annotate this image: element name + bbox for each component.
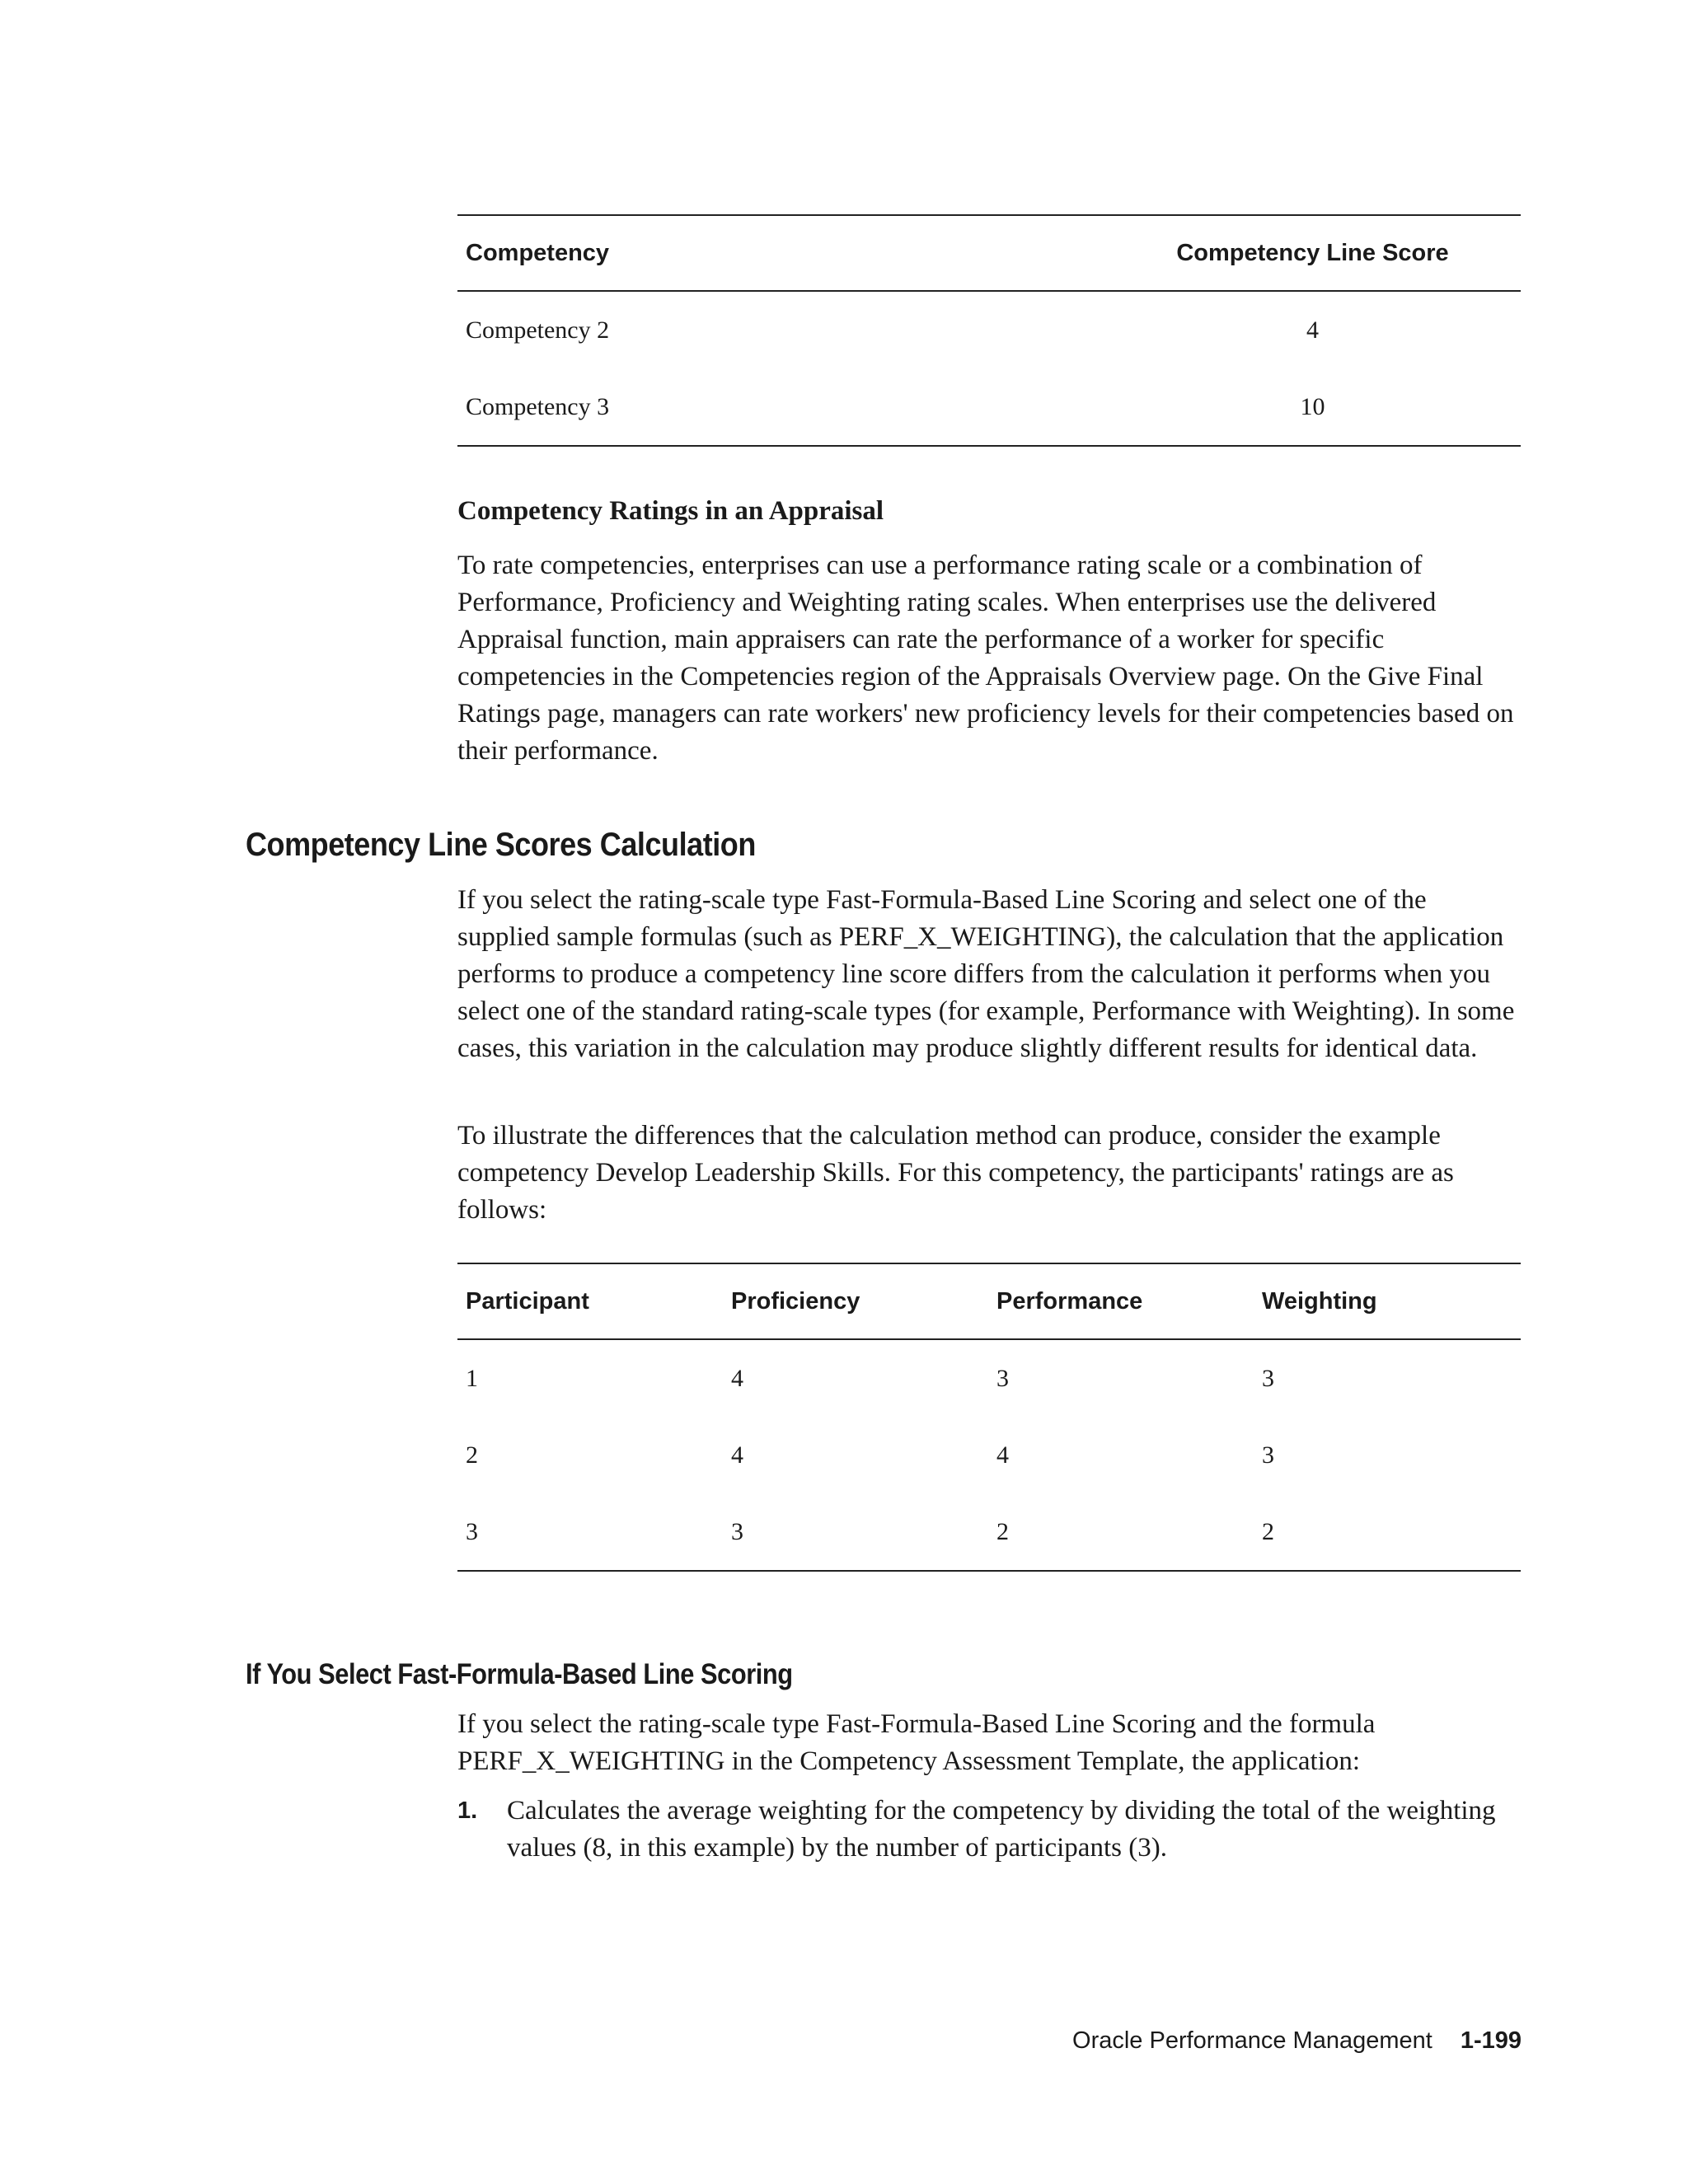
table-cell: 2: [466, 1441, 478, 1469]
table-cell: Competency 3: [466, 392, 610, 420]
competency-score-table: [457, 214, 1521, 447]
table-cell: 3: [1262, 1364, 1274, 1392]
table-header-row: [457, 1263, 1521, 1339]
competency-score-table-wrapper: [457, 214, 1521, 447]
section-paragraph-2: To illustrate the differences that the calculation method can produce, consider the example competency Develop Leadership Skills. For this competency, the participants' ratings are as follows:: [457, 1121, 1454, 1225]
table-cell: 3: [466, 1517, 478, 1545]
page-footer: [1072, 2027, 1522, 2055]
table-row: [457, 1493, 1521, 1571]
table-cell: 10: [1300, 392, 1325, 420]
list-item-number: 1.: [457, 1797, 478, 1824]
column-header-performance: Performance: [996, 1287, 1143, 1315]
ratings-paragraph-wrapper: [457, 547, 1521, 770]
table-cell: 4: [996, 1441, 1009, 1469]
section-paragraph-1-wrapper: [457, 882, 1521, 1067]
table-cell: 1: [466, 1364, 478, 1392]
table-cell: 4: [731, 1364, 743, 1392]
table-cell: 2: [996, 1517, 1009, 1545]
table-header-row: [457, 215, 1521, 291]
subsection-paragraph-wrapper: [457, 1706, 1521, 1780]
table-cell: 4: [1306, 316, 1319, 344]
subsection-heading: If You Select Fast-Formula-Based Line Scoring: [246, 1658, 793, 1690]
column-header-proficiency: Proficiency: [731, 1287, 860, 1315]
table-row: [457, 1417, 1521, 1493]
table-cell: 3: [731, 1517, 743, 1545]
list-item-text: Calculates the average weighting for the competency by dividing the total of the weighting values (8, in this example) by the number of participants (3).: [507, 1796, 1496, 1863]
column-header-line-score: Competency Line Score: [1176, 239, 1449, 266]
table-row: [457, 291, 1521, 368]
table-cell: Competency 2: [466, 316, 610, 344]
table-row: [457, 1339, 1521, 1417]
subsection-paragraph: If you select the rating-scale type Fast-Formula-Based Line Scoring and the formula PERF_X_WEIGHTING in the Competency Assessment Template, the application:: [457, 1709, 1376, 1776]
table-cell: 3: [1262, 1441, 1274, 1469]
participant-ratings-table: [457, 1263, 1521, 1572]
section-paragraph-1: If you select the rating-scale type Fast-Formula-Based Line Scoring and select one of the supplied sample formulas (such as PERF_X_WEIGHTING), the calculation that the application performs to produce a competency line score differs from the calculation it performs when you select one of the standard rating-scale types (for example, Performance with Weighting). In some cases, this variation in the calculation may produce slightly different results for identical data.: [457, 885, 1515, 1063]
column-header-participant: Participant: [466, 1287, 589, 1315]
column-header-competency: Competency: [466, 239, 610, 266]
table-row: [457, 368, 1521, 446]
table-cell: 4: [731, 1441, 743, 1469]
ratings-subheading: Competency Ratings in an Appraisal: [457, 496, 884, 526]
section-heading: Competency Line Scores Calculation: [246, 827, 756, 863]
table-cell: 3: [996, 1364, 1009, 1392]
table-cell: 2: [1262, 1517, 1274, 1545]
list-item: [457, 1793, 1521, 1867]
footer-title: Oracle Performance Management: [1072, 2027, 1432, 2054]
page-number: 1-199: [1460, 2027, 1522, 2054]
section-paragraph-2-wrapper: [457, 1118, 1521, 1229]
participant-ratings-table-wrapper: [457, 1263, 1521, 1572]
column-header-weighting: Weighting: [1262, 1287, 1377, 1315]
ratings-paragraph: To rate competencies, enterprises can use a performance rating scale or a combination of Performance, Proficiency and Weighting rating scales. When enterprises use the delivered Appraisal function, main appraisers can rate the performance of a worker for specific competencies in the Competencies region of the Appraisals Overview page. On the Give Final Ratings page, managers can rate workers' new proficiency levels for their competencies based on their performance.: [457, 551, 1514, 766]
